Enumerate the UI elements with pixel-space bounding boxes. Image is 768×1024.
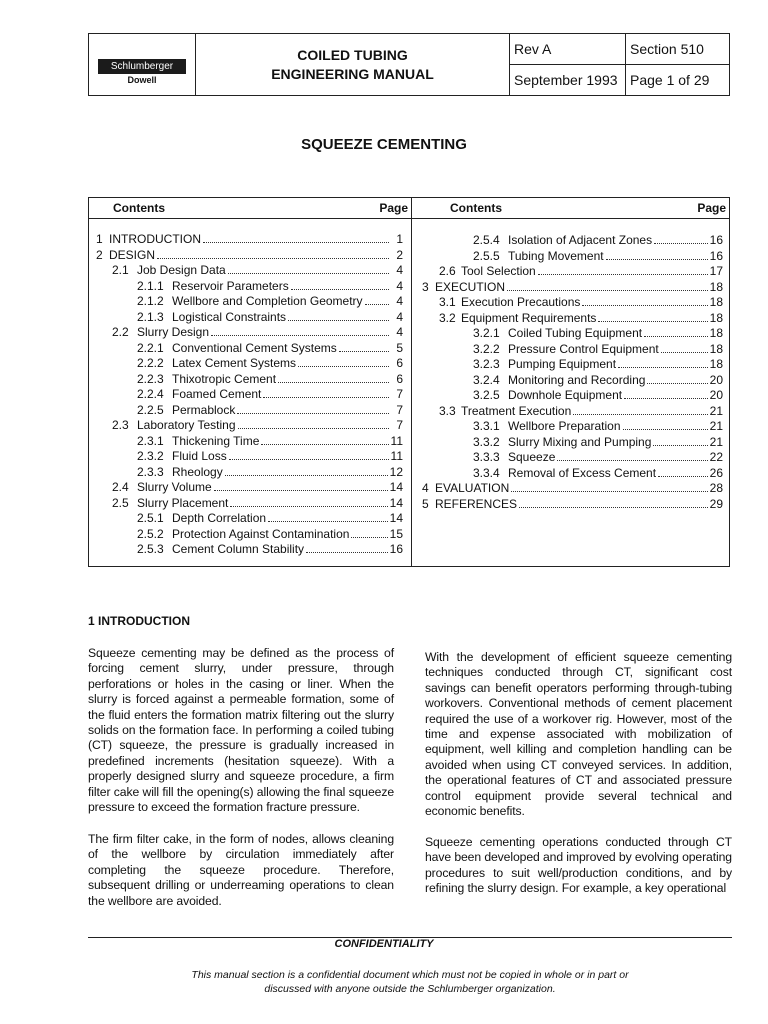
toc-entry[interactable] (89, 356, 411, 372)
toc-entry[interactable] (412, 295, 729, 311)
toc-entry-page: 4 (396, 294, 403, 308)
toc-leader-dots (298, 357, 389, 367)
toc-entry-number: 2.3 (112, 418, 129, 432)
logo-text: Schlumberger (98, 59, 186, 74)
toc-entry-page: 18 (709, 326, 723, 340)
toc-entry-page: 14 (389, 480, 403, 494)
toc-entry-page: 14 (389, 511, 403, 525)
toc-leader-dots (214, 481, 388, 491)
section-heading: 1 INTRODUCTION (88, 614, 190, 628)
toc-entry-title: Removal of Excess Cement (508, 465, 657, 480)
toc-entry-page: 5 (396, 340, 403, 355)
toc-entry-title: Coiled Tubing Equipment (508, 326, 643, 340)
toc-entry-title: Treatment Execution (461, 403, 572, 418)
toc-entry-title: Slurry Design (137, 325, 210, 339)
toc-entry-title: Pressure Control Equipment (508, 341, 659, 356)
toc-entry-number: 2.5.3 (137, 542, 164, 556)
manual-title (196, 34, 510, 95)
contents-label: Contents (450, 201, 502, 215)
toc-leader-dots (268, 512, 388, 522)
contents-label: Contents (113, 201, 165, 215)
toc-entry-page: 4 (396, 263, 403, 277)
toc-entry[interactable] (412, 233, 729, 249)
toc-entry[interactable] (412, 388, 729, 404)
revision: Rev A (510, 34, 626, 65)
toc-entry-page: 16 (709, 248, 723, 263)
toc-entry[interactable] (89, 542, 411, 558)
toc-entry[interactable] (412, 481, 729, 497)
toc-leader-dots (238, 419, 389, 429)
notice-line-1: This manual section is a confidential document which must not be copied in whole or in part or (191, 969, 629, 981)
toc-entry-page: 20 (709, 388, 723, 402)
toc-entry-number: 2 (96, 247, 103, 262)
toc-entry-title: Conventional Cement Systems (172, 340, 337, 355)
toc-entry[interactable] (412, 280, 729, 296)
toc-entry-number: 3.2.4 (473, 372, 500, 387)
page-label: Page (379, 201, 408, 215)
toc-entry-title: DESIGN (109, 247, 156, 262)
toc-entry-title: REFERENCES (435, 496, 518, 511)
intro-paragraph-2: The firm filter cake, in the form of nodes, allows cleaning of the wellbore by circulation immediately after completing the squeeze procedure. Therefore, subsequent drilling or underreaming operations to clean the wellbore are avoided. (88, 832, 394, 908)
toc-leader-dots (237, 404, 389, 414)
toc-entry-page: 21 (709, 419, 723, 433)
toc-entry[interactable] (89, 263, 411, 279)
toc-entry-title: Squeeze (508, 450, 556, 464)
toc-entry-number: 2.3.1 (137, 433, 164, 448)
toc-entry-number: 2.1.3 (137, 309, 164, 324)
notice-line-2: discussed with anyone outside the Schlumberger organization. (264, 983, 556, 995)
toc-entry[interactable] (89, 480, 411, 496)
toc-entry-title: Isolation of Adjacent Zones (508, 233, 653, 247)
toc-leader-dots (557, 451, 707, 461)
toc-column-right (412, 198, 729, 566)
toc-entry-title: Depth Correlation (172, 511, 267, 525)
toc-entry[interactable] (412, 466, 729, 482)
toc-entry-title: Job Design Data (137, 263, 226, 277)
confidentiality-label: CONFIDENTIALITY (334, 938, 434, 950)
toc-entry-number: 2.1 (112, 263, 129, 277)
toc-leader-dots (306, 543, 388, 553)
toc-entry-number: 5 (422, 496, 429, 511)
toc-entry-page: 22 (709, 450, 723, 464)
toc-entry-page: 18 (709, 279, 723, 294)
toc-leader-dots (229, 450, 389, 460)
toc-entry-title: Pumping Equipment (508, 357, 617, 371)
toc-entry-number: 3.2 (439, 310, 456, 325)
toc-leader-dots (365, 295, 389, 305)
toc-entry-title: Tool Selection (461, 264, 536, 278)
toc-entry-title: INTRODUCTION (109, 232, 201, 246)
toc-leader-dots (261, 435, 388, 445)
toc-entry[interactable] (412, 357, 729, 373)
toc-entry-page: 29 (709, 496, 723, 511)
toc-leader-dots (225, 466, 388, 476)
toc-entry-page: 21 (709, 403, 723, 418)
toc-entry-number: 2.6 (439, 264, 456, 278)
toc-entry[interactable] (412, 264, 729, 280)
section-number: Section 510 (626, 34, 729, 65)
toc-leader-dots (291, 280, 389, 290)
toc-entry-page: 4 (396, 278, 403, 293)
toc-entry-title: Cement Column Stability (172, 542, 305, 556)
toc-entry[interactable] (412, 311, 729, 327)
toc-entry[interactable] (89, 465, 411, 481)
table-of-contents (88, 197, 730, 567)
toc-entry[interactable] (89, 387, 411, 403)
toc-leader-dots (519, 498, 708, 508)
toc-leader-dots (157, 249, 389, 259)
logo-subtitle: Dowell (127, 75, 157, 85)
toc-entry-number: 2.2.4 (137, 387, 164, 401)
toc-entry-title: Reservoir Parameters (172, 278, 289, 293)
toc-entry-page: 18 (709, 295, 723, 309)
toc-entry-number: 2.1.1 (137, 278, 164, 293)
toc-entry[interactable] (89, 310, 411, 326)
toc-leader-dots (658, 467, 708, 477)
toc-entry-page: 2 (396, 247, 403, 262)
toc-entry-page: 6 (396, 356, 403, 370)
toc-entry-number: 2.5.5 (473, 248, 500, 263)
toc-entry-title: Rheology (172, 464, 223, 479)
toc-leader-dots (644, 327, 708, 337)
toc-entry-number: 3.1 (439, 295, 456, 309)
toc-entry-title: Tubing Movement (508, 248, 604, 263)
toc-entry-page: 11 (390, 433, 403, 448)
toc-entry[interactable] (89, 294, 411, 310)
toc-entry[interactable] (412, 342, 729, 358)
toc-entry[interactable] (412, 497, 729, 513)
toc-entry-title: Fluid Loss (172, 449, 227, 463)
toc-entry-title: EXECUTION (435, 279, 506, 294)
toc-leader-dots (618, 358, 708, 368)
toc-entry-title: Slurry Placement (137, 495, 229, 510)
toc-leader-dots (228, 264, 389, 274)
manual-title-line1: COILED TUBING (297, 46, 408, 63)
page-number: Page 1 of 29 (630, 71, 710, 88)
toc-entry-page: 6 (396, 371, 403, 386)
toc-entry[interactable] (89, 434, 411, 450)
toc-leader-dots (507, 281, 708, 291)
toc-entry-title: Execution Precautions (461, 295, 581, 309)
toc-entry[interactable] (89, 341, 411, 357)
page-label: Page (697, 201, 726, 215)
toc-entry-number: 1 (96, 232, 103, 246)
toc-entry-number: 3.3.2 (473, 434, 500, 449)
toc-entry-page: 1 (396, 232, 403, 246)
toc-entry-page: 21 (709, 434, 723, 449)
toc-entry-number: 2.2.2 (137, 356, 164, 370)
toc-entry-page: 4 (396, 309, 403, 324)
toc-entry-number: 2.3.2 (137, 449, 164, 463)
toc-entry-number: 2.2 (112, 325, 129, 339)
toc-entry-number: 3.2.5 (473, 388, 500, 402)
toc-entry-page: 7 (396, 418, 403, 432)
toc-entry[interactable] (412, 249, 729, 265)
toc-entry-page: 16 (389, 542, 403, 556)
toc-entry-page: 20 (709, 372, 723, 387)
toc-leader-dots (538, 265, 708, 275)
toc-list-right (412, 233, 729, 512)
toc-list-left (89, 232, 411, 558)
intro-paragraph-3: With the development of efficient squeeze cementing techniques conducted through CT, significant cost savings can benefit operators performing through-tubing workovers. Conventional methods of cement placement required the use of a workover rig. However, most of the time and expense associated with mobilization of equipment, well killing and completion handling can be avoided when using CT conveyed services. In addition, the operational features of CT and associated pressure control equipment provide several technical and economic benefits. (425, 650, 732, 819)
toc-entry-page: 7 (396, 402, 403, 417)
toc-entry[interactable] (89, 418, 411, 434)
toc-entry-title: Permablock (172, 402, 236, 417)
toc-entry-title: Logistical Constraints (172, 309, 287, 324)
toc-entry[interactable] (412, 435, 729, 451)
toc-entry-page: 12 (389, 464, 403, 479)
toc-entry-number: 2.5.2 (137, 526, 164, 541)
toc-entry-number: 2.2.1 (137, 340, 164, 355)
toc-leader-dots (598, 312, 707, 322)
toc-entry[interactable] (89, 248, 411, 264)
toc-entry-page: 26 (709, 465, 723, 480)
document-meta-grid (510, 34, 729, 95)
toc-entry-number: 3.2.1 (473, 326, 500, 340)
toc-entry-number: 3.3 (439, 403, 456, 418)
toc-entry[interactable] (412, 419, 729, 435)
company-logo (89, 34, 196, 95)
toc-entry-title: EVALUATION (435, 481, 510, 495)
toc-entry-page: 18 (709, 357, 723, 371)
toc-entry-number: 3.2.3 (473, 357, 500, 371)
toc-entry-page: 4 (396, 325, 403, 339)
toc-leader-dots (661, 343, 708, 353)
toc-leader-dots (211, 326, 389, 336)
toc-entry-title: Equipment Requirements (461, 310, 597, 325)
toc-entry-number: 3 (422, 279, 429, 294)
toc-entry-number: 2.5.1 (137, 511, 164, 525)
toc-entry-page: 16 (709, 233, 723, 247)
toc-header (89, 198, 411, 219)
toc-leader-dots (339, 342, 389, 352)
toc-entry[interactable] (412, 450, 729, 466)
toc-entry[interactable] (89, 279, 411, 295)
toc-leader-dots (647, 374, 707, 384)
toc-entry-title: Slurry Mixing and Pumping (508, 434, 652, 449)
toc-entry[interactable] (89, 232, 411, 248)
toc-entry-title: Wellbore and Completion Geometry (172, 294, 363, 308)
toc-leader-dots (606, 250, 708, 260)
toc-leader-dots (230, 497, 387, 507)
toc-entry[interactable] (89, 325, 411, 341)
toc-leader-dots (653, 436, 707, 446)
toc-column-left (89, 198, 412, 566)
toc-entry-page: 18 (709, 310, 723, 325)
toc-entry-title: Wellbore Preparation (508, 419, 621, 433)
toc-entry[interactable] (412, 373, 729, 389)
toc-entry-number: 2.5.4 (473, 233, 500, 247)
toc-leader-dots (573, 405, 707, 415)
toc-entry-number: 3.3.3 (473, 450, 500, 464)
toc-leader-dots (654, 234, 708, 244)
toc-entry-title: Slurry Volume (137, 480, 212, 494)
toc-entry-number: 2.5 (112, 495, 129, 510)
intro-paragraph-1: Squeeze cementing may be defined as the process of forcing cement slurry, under pressure, through perforations or holes in the casing or liner. When the slurry is forced against a permeable formation, some of the fluid enters the formation matrix filtering out the slurry solids on the formation face. In performing a coiled tubing (CT) squeeze, the pressure is gradually increased in predefined increments (hesitation squeeze). With a properly designed slurry and squeeze procedure, a firm filter cake will fill the opening(s) allowing the final squeeze pressure to exceed the formation fracture pressure. (88, 646, 394, 815)
toc-entry-title: Latex Cement Systems (172, 356, 297, 370)
toc-leader-dots (263, 388, 389, 398)
toc-entry-page: 15 (389, 526, 403, 541)
toc-leader-dots (203, 233, 389, 243)
toc-entry-page: 11 (390, 449, 403, 463)
toc-entry-number: 2.2.5 (137, 402, 164, 417)
toc-entry-number: 2.1.2 (137, 294, 164, 308)
toc-entry-number: 3.3.4 (473, 465, 500, 480)
toc-entry-page: 17 (709, 264, 723, 278)
toc-leader-dots (624, 389, 708, 399)
revision-date: September 1993 (510, 65, 626, 96)
manual-title-line2: ENGINEERING MANUAL (271, 65, 434, 82)
toc-entry-title: Laboratory Testing (137, 418, 236, 432)
toc-entry[interactable] (89, 449, 411, 465)
toc-entry-number: 3.2.2 (473, 341, 500, 356)
document-header (88, 33, 730, 96)
toc-leader-dots (288, 311, 389, 321)
toc-entry-page: 7 (396, 387, 403, 401)
toc-leader-dots (623, 420, 708, 430)
intro-paragraph-4: Squeeze cementing operations conducted through CT have been developed and improved by evolving operating procedures to suit well/production conditions, and by refining the slurry design. For example, a key operational (425, 835, 732, 896)
toc-entry[interactable] (89, 511, 411, 527)
toc-entry-page: 18 (709, 341, 723, 356)
toc-leader-dots (351, 528, 387, 538)
toc-leader-dots (511, 482, 707, 492)
toc-entry-title: Foamed Cement (172, 387, 262, 401)
toc-entry-title: Monitoring and Recording (508, 372, 646, 387)
toc-entry-number: 2.2.3 (137, 371, 164, 386)
toc-entry-number: 3.3.1 (473, 419, 500, 433)
toc-entry-title: Protection Against Contamination (172, 526, 350, 541)
toc-entry-page: 14 (389, 495, 403, 510)
toc-entry[interactable] (412, 404, 729, 420)
toc-entry-page: 28 (709, 481, 723, 495)
toc-entry-number: 4 (422, 481, 429, 495)
toc-entry-number: 2.3.3 (137, 464, 164, 479)
toc-entry-title: Thixotropic Cement (172, 371, 277, 386)
toc-entry-number: 2.4 (112, 480, 129, 494)
toc-entry[interactable] (89, 527, 411, 543)
page-title: SQUEEZE CEMENTING (301, 136, 467, 153)
toc-entry[interactable] (89, 372, 411, 388)
toc-entry[interactable] (89, 403, 411, 419)
toc-leader-dots (582, 296, 707, 306)
toc-header (412, 198, 729, 219)
toc-entry-title: Downhole Equipment (508, 388, 623, 402)
toc-entry[interactable] (89, 496, 411, 512)
toc-leader-dots (278, 373, 389, 383)
toc-entry[interactable] (412, 326, 729, 342)
confidentiality-notice (150, 968, 670, 996)
toc-entry-title: Thickening Time (172, 433, 260, 448)
